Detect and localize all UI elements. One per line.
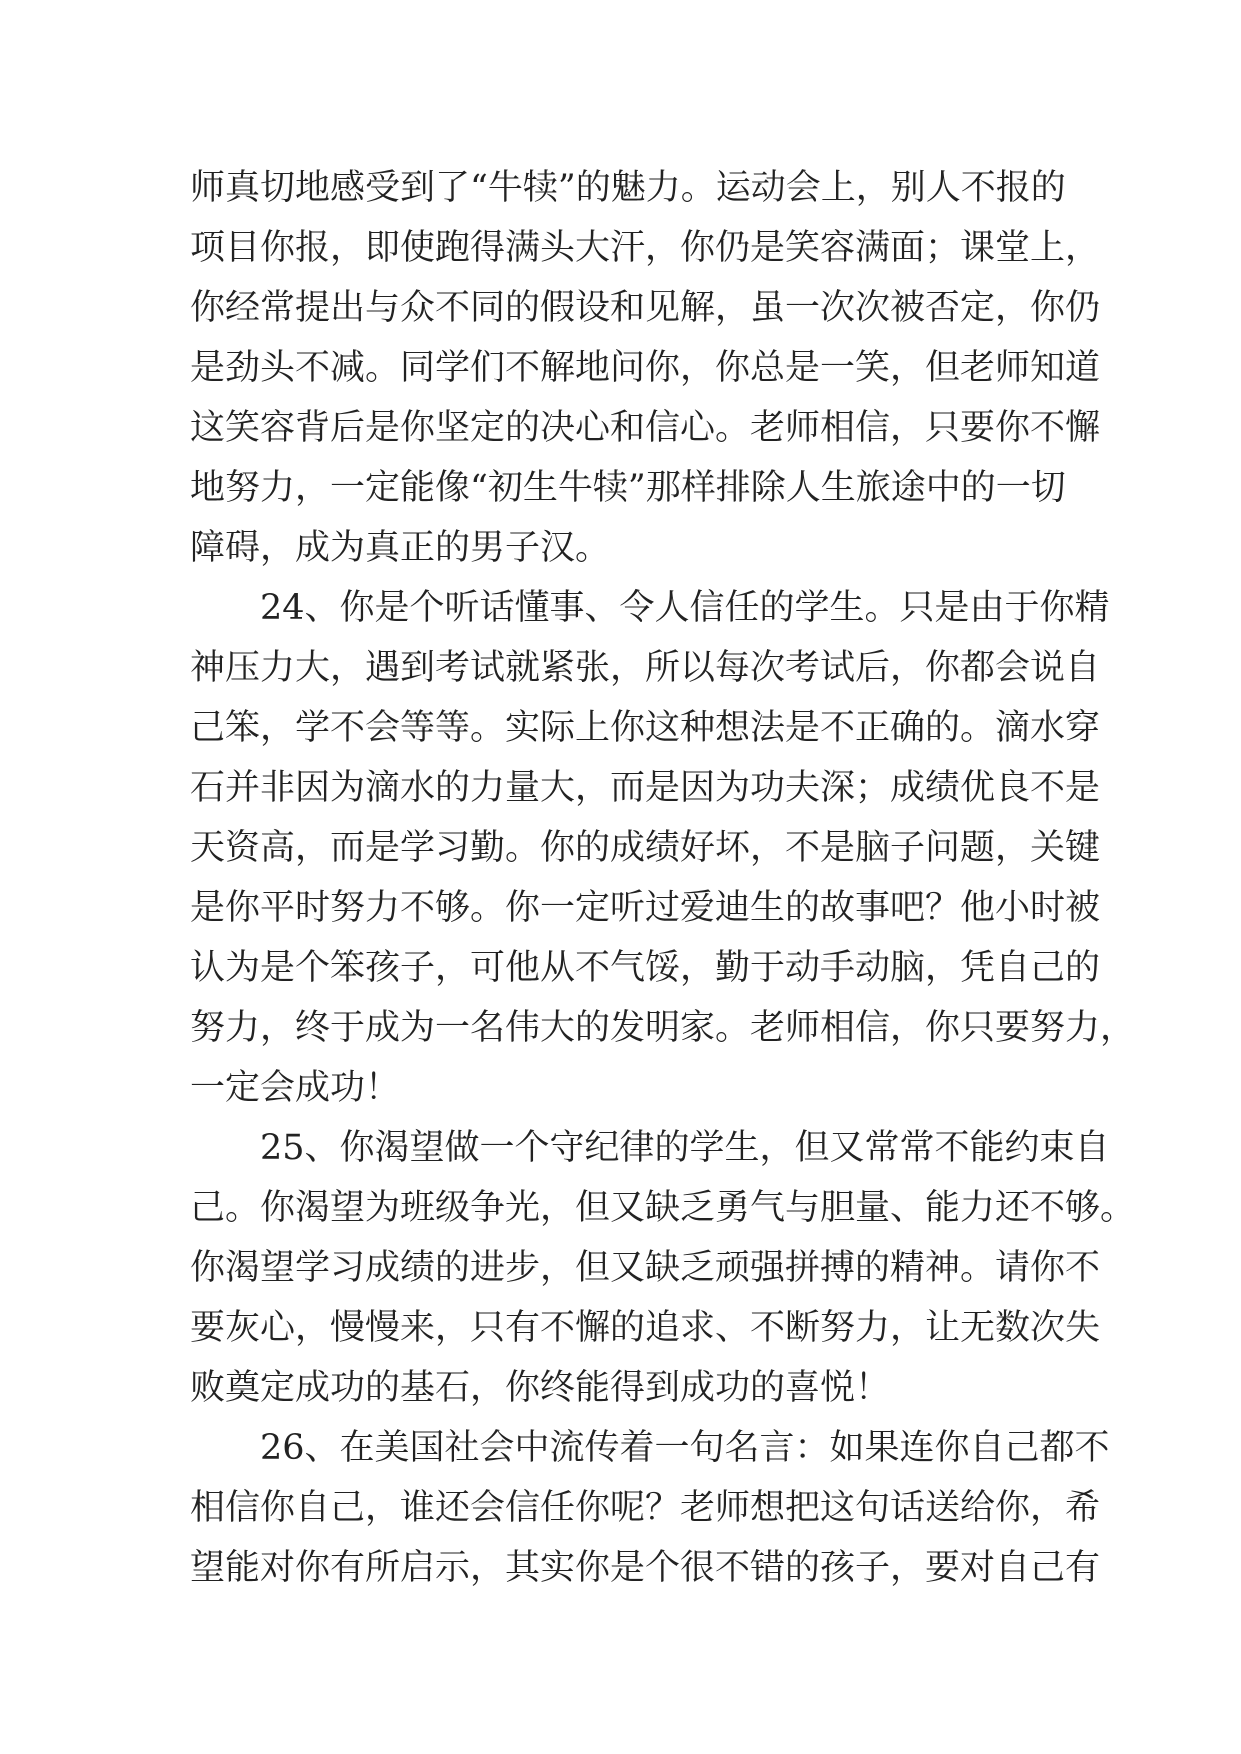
text-line: 天资高，而是学习勤。你的成绩好坏，不是脑子问题，关键 [190, 828, 1101, 868]
text-line: 己笨，学不会等等。实际上你这种想法是不正确的。滴水穿 [190, 708, 1101, 748]
text-line: 败奠定成功的基石，你终能得到成功的喜悦！ [190, 1368, 891, 1408]
text-line: 一定会成功！ [190, 1068, 401, 1108]
text-line: 项目你报，即使跑得满头大汗，你仍是笑容满面；课堂上， [190, 228, 1101, 268]
body-text [190, 158, 1136, 1598]
paragraph-start-26: 26、在美国社会中流传着一句名言：如果连你自己都不 [260, 1428, 1110, 1468]
text-line: 努力，终于成为一名伟大的发明家。老师相信，你只要努力， [190, 1008, 1136, 1048]
text-line: 要灰心，慢慢来，只有不懈的追求、不断努力，让无数次失 [190, 1308, 1101, 1348]
text-line: 你经常提出与众不同的假设和见解，虽一次次被否定，你仍 [190, 288, 1101, 328]
text-line: 望能对你有所启示，其实你是个很不错的孩子，要对自己有 [190, 1548, 1101, 1588]
paragraph-start-24: 24、你是个听话懂事、令人信任的学生。只是由于你精 [260, 588, 1110, 628]
text-line: 神压力大，遇到考试就紧张，所以每次考试后，你都会说自 [190, 648, 1101, 688]
text-line: 障碍，成为真正的男子汉。 [190, 528, 611, 568]
text-line: 相信你自己，谁还会信任你呢？老师想把这句话送给你，希 [190, 1488, 1101, 1528]
text-line: 己。你渴望为班级争光，但又缺乏勇气与胆量、能力还不够。 [190, 1188, 1136, 1228]
paragraph-start-25: 25、你渴望做一个守纪律的学生，但又常常不能约束自 [260, 1128, 1110, 1168]
text-line: 是你平时努力不够。你一定听过爱迪生的故事吧？他小时被 [190, 888, 1101, 928]
text-line: 石并非因为滴水的力量大，而是因为功夫深；成绩优良不是 [190, 768, 1101, 808]
text-line: 是劲头不减。同学们不解地问你，你总是一笑，但老师知道 [190, 348, 1101, 388]
text-line: 你渴望学习成绩的进步，但又缺乏顽强拼搏的精神。请你不 [190, 1248, 1101, 1288]
text-line: 地努力，一定能像“初生牛犊”那样排除人生旅途中的一切 [190, 468, 1066, 508]
text-line: 认为是个笨孩子，可他从不气馁，勤于动手动脑，凭自己的 [190, 948, 1101, 988]
text-line: 师真切地感受到了“牛犊”的魅力。运动会上，别人不报的 [190, 168, 1066, 208]
text-line: 这笑容背后是你坚定的决心和信心。老师相信，只要你不懈 [190, 408, 1101, 448]
